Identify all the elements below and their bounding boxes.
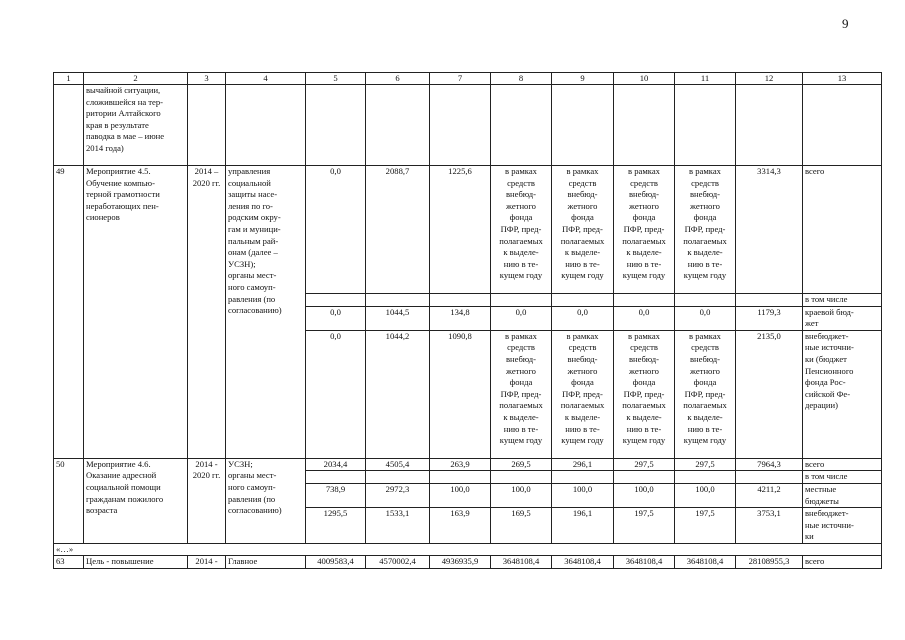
- cell-2014: 4009583,4: [306, 556, 366, 569]
- header-cell: 11: [675, 73, 736, 85]
- cell-2016: 100,0: [430, 483, 491, 507]
- funding-source: в том числе: [803, 294, 882, 307]
- page-number: 9: [842, 16, 849, 31]
- activity-executor: управления социальной защиты насе- ления по го- родским окру- гам и муници- пальным рай- онам (далее – УСЗН); органы мест- ного самоуп- равления (по согласованию): [226, 166, 306, 459]
- cell-2018: 196,1: [552, 508, 614, 544]
- cell-2015: 1044,5: [366, 306, 430, 330]
- funding-source: внебюджет- ные источни- ки: [803, 508, 882, 544]
- cell-2020: в рамках средств внебюд- жетного фонда ПФР, пред- полагаемых к выделе- нию в те- кущем году: [675, 166, 736, 294]
- cell-2016: 263,9: [430, 458, 491, 471]
- cell-2019: 297,5: [614, 458, 675, 471]
- cell-sum: 3314,3: [736, 166, 803, 294]
- cell-2014: 0,0: [306, 306, 366, 330]
- cell-sum: 4211,2: [736, 483, 803, 507]
- header-cell: 3: [188, 73, 226, 85]
- cell-2017: 269,5: [491, 458, 552, 471]
- cell-2019: в рамках средств внебюд- жетного фонда ПФР, пред- полагаемых к выделе- нию в те- кущем году: [614, 330, 675, 458]
- cell-2017: 100,0: [491, 483, 552, 507]
- header-cell: 2: [84, 73, 188, 85]
- cell-2016: 163,9: [430, 508, 491, 544]
- table-row-49-total: [54, 166, 882, 294]
- cell-sum: 7964,3: [736, 458, 803, 471]
- continuation-row: [54, 85, 882, 166]
- program-activities-table: [53, 72, 882, 569]
- cell-sum: 28108955,3: [736, 556, 803, 569]
- continuation-text: вычайной ситуации, сложившейся на тер- ритории Алтайского края в результате паводка в мае – июне 2014 года): [84, 85, 188, 166]
- cell-2018: 3648108,4: [552, 556, 614, 569]
- cell-2015: 4570002,4: [366, 556, 430, 569]
- cell-2019: 0,0: [614, 306, 675, 330]
- cell-2015: 4505,4: [366, 458, 430, 471]
- funding-source: всего: [803, 458, 882, 471]
- activity-executor: Главное: [226, 556, 306, 569]
- cell-2016: 4936935,9: [430, 556, 491, 569]
- funding-source: в том числе: [803, 471, 882, 484]
- cell-2015: 2972,3: [366, 483, 430, 507]
- header-cell: 5: [306, 73, 366, 85]
- cell-2016: 1225,6: [430, 166, 491, 294]
- funding-source: внебюджет- ные источни- ки (бюджет Пенсионного фонда Рос- сийской Фе- дерации): [803, 330, 882, 458]
- header-cell: 13: [803, 73, 882, 85]
- cell-sum: 2135,0: [736, 330, 803, 458]
- cell-2016: 134,8: [430, 306, 491, 330]
- header-row: [54, 73, 882, 85]
- activity-name: Мероприятие 4.6. Оказание адресной социальной помощи гражданам пожилого возраста: [84, 458, 188, 543]
- funding-source: всего: [803, 166, 882, 294]
- cell-2020: 0,0: [675, 306, 736, 330]
- header-cell: 4: [226, 73, 306, 85]
- cell-2014: 0,0: [306, 330, 366, 458]
- cell-2020: в рамках средств внебюд- жетного фонда ПФР, пред- полагаемых к выделе- нию в те- кущем году: [675, 330, 736, 458]
- header-cell: 7: [430, 73, 491, 85]
- cell-2015: 2088,7: [366, 166, 430, 294]
- cell-2018: 0,0: [552, 306, 614, 330]
- row-number: 50: [54, 458, 84, 543]
- funding-source: всего: [803, 556, 882, 569]
- cell-2018: 296,1: [552, 458, 614, 471]
- cell-2016: 1090,8: [430, 330, 491, 458]
- activity-period: 2014 - 2020 гг.: [188, 458, 226, 543]
- cell-2020: 3648108,4: [675, 556, 736, 569]
- cell-2017: 0,0: [491, 306, 552, 330]
- table-row-63: [54, 556, 882, 569]
- activity-name: Мероприятие 4.5. Обучение компью- терной грамотности неработающих пен- сионеров: [84, 166, 188, 459]
- row-number: 49: [54, 166, 84, 459]
- cell-2014: 2034,4: [306, 458, 366, 471]
- header-cell: 12: [736, 73, 803, 85]
- cell-2014: 0,0: [306, 166, 366, 294]
- cell-2018: в рамках средств внебюд- жетного фонда ПФР, пред- полагаемых к выделе- нию в те- кущем году: [552, 166, 614, 294]
- cell-2017: в рамках средств внебюд- жетного фонда ПФР, пред- полагаемых к выделе- нию в те- кущем году: [491, 166, 552, 294]
- activity-period: 2014 – 2020 гг.: [188, 166, 226, 459]
- cell-2019: 100,0: [614, 483, 675, 507]
- cell-2018: в рамках средств внебюд- жетного фонда ПФР, пред- полагаемых к выделе- нию в те- кущем году: [552, 330, 614, 458]
- cell-2014: 738,9: [306, 483, 366, 507]
- header-cell: 9: [552, 73, 614, 85]
- cell-2015: 1044,2: [366, 330, 430, 458]
- cell-2020: 100,0: [675, 483, 736, 507]
- cell-2017: 169,5: [491, 508, 552, 544]
- cell-2017: в рамках средств внебюд- жетного фонда ПФР, пред- полагаемых к выделе- нию в те- кущем году: [491, 330, 552, 458]
- cell-2014: 1295,5: [306, 508, 366, 544]
- ellipsis-row: [54, 544, 882, 556]
- header-cell: 10: [614, 73, 675, 85]
- cell-2018: 100,0: [552, 483, 614, 507]
- ellipsis-mark: «…»: [54, 544, 882, 556]
- table-row-50-total: [54, 458, 882, 471]
- cell-sum: 3753,1: [736, 508, 803, 544]
- funding-source: краевой бюд- жет: [803, 306, 882, 330]
- cell-sum: 1179,3: [736, 306, 803, 330]
- cell-2019: в рамках средств внебюд- жетного фонда ПФР, пред- полагаемых к выделе- нию в те- кущем году: [614, 166, 675, 294]
- header-cell: 8: [491, 73, 552, 85]
- activity-period: 2014 -: [188, 556, 226, 569]
- cell-2020: 197,5: [675, 508, 736, 544]
- funding-source: местные бюджеты: [803, 483, 882, 507]
- cell-2017: 3648108,4: [491, 556, 552, 569]
- row-number: 63: [54, 556, 84, 569]
- header-cell: 1: [54, 73, 84, 85]
- cell-2015: 1533,1: [366, 508, 430, 544]
- cell-2019: 197,5: [614, 508, 675, 544]
- activity-name: Цель - повышение: [84, 556, 188, 569]
- cell-2019: 3648108,4: [614, 556, 675, 569]
- header-cell: 6: [366, 73, 430, 85]
- cell-2020: 297,5: [675, 458, 736, 471]
- activity-executor: УСЗН; органы мест- ного самоуп- равления (по согласованию): [226, 458, 306, 543]
